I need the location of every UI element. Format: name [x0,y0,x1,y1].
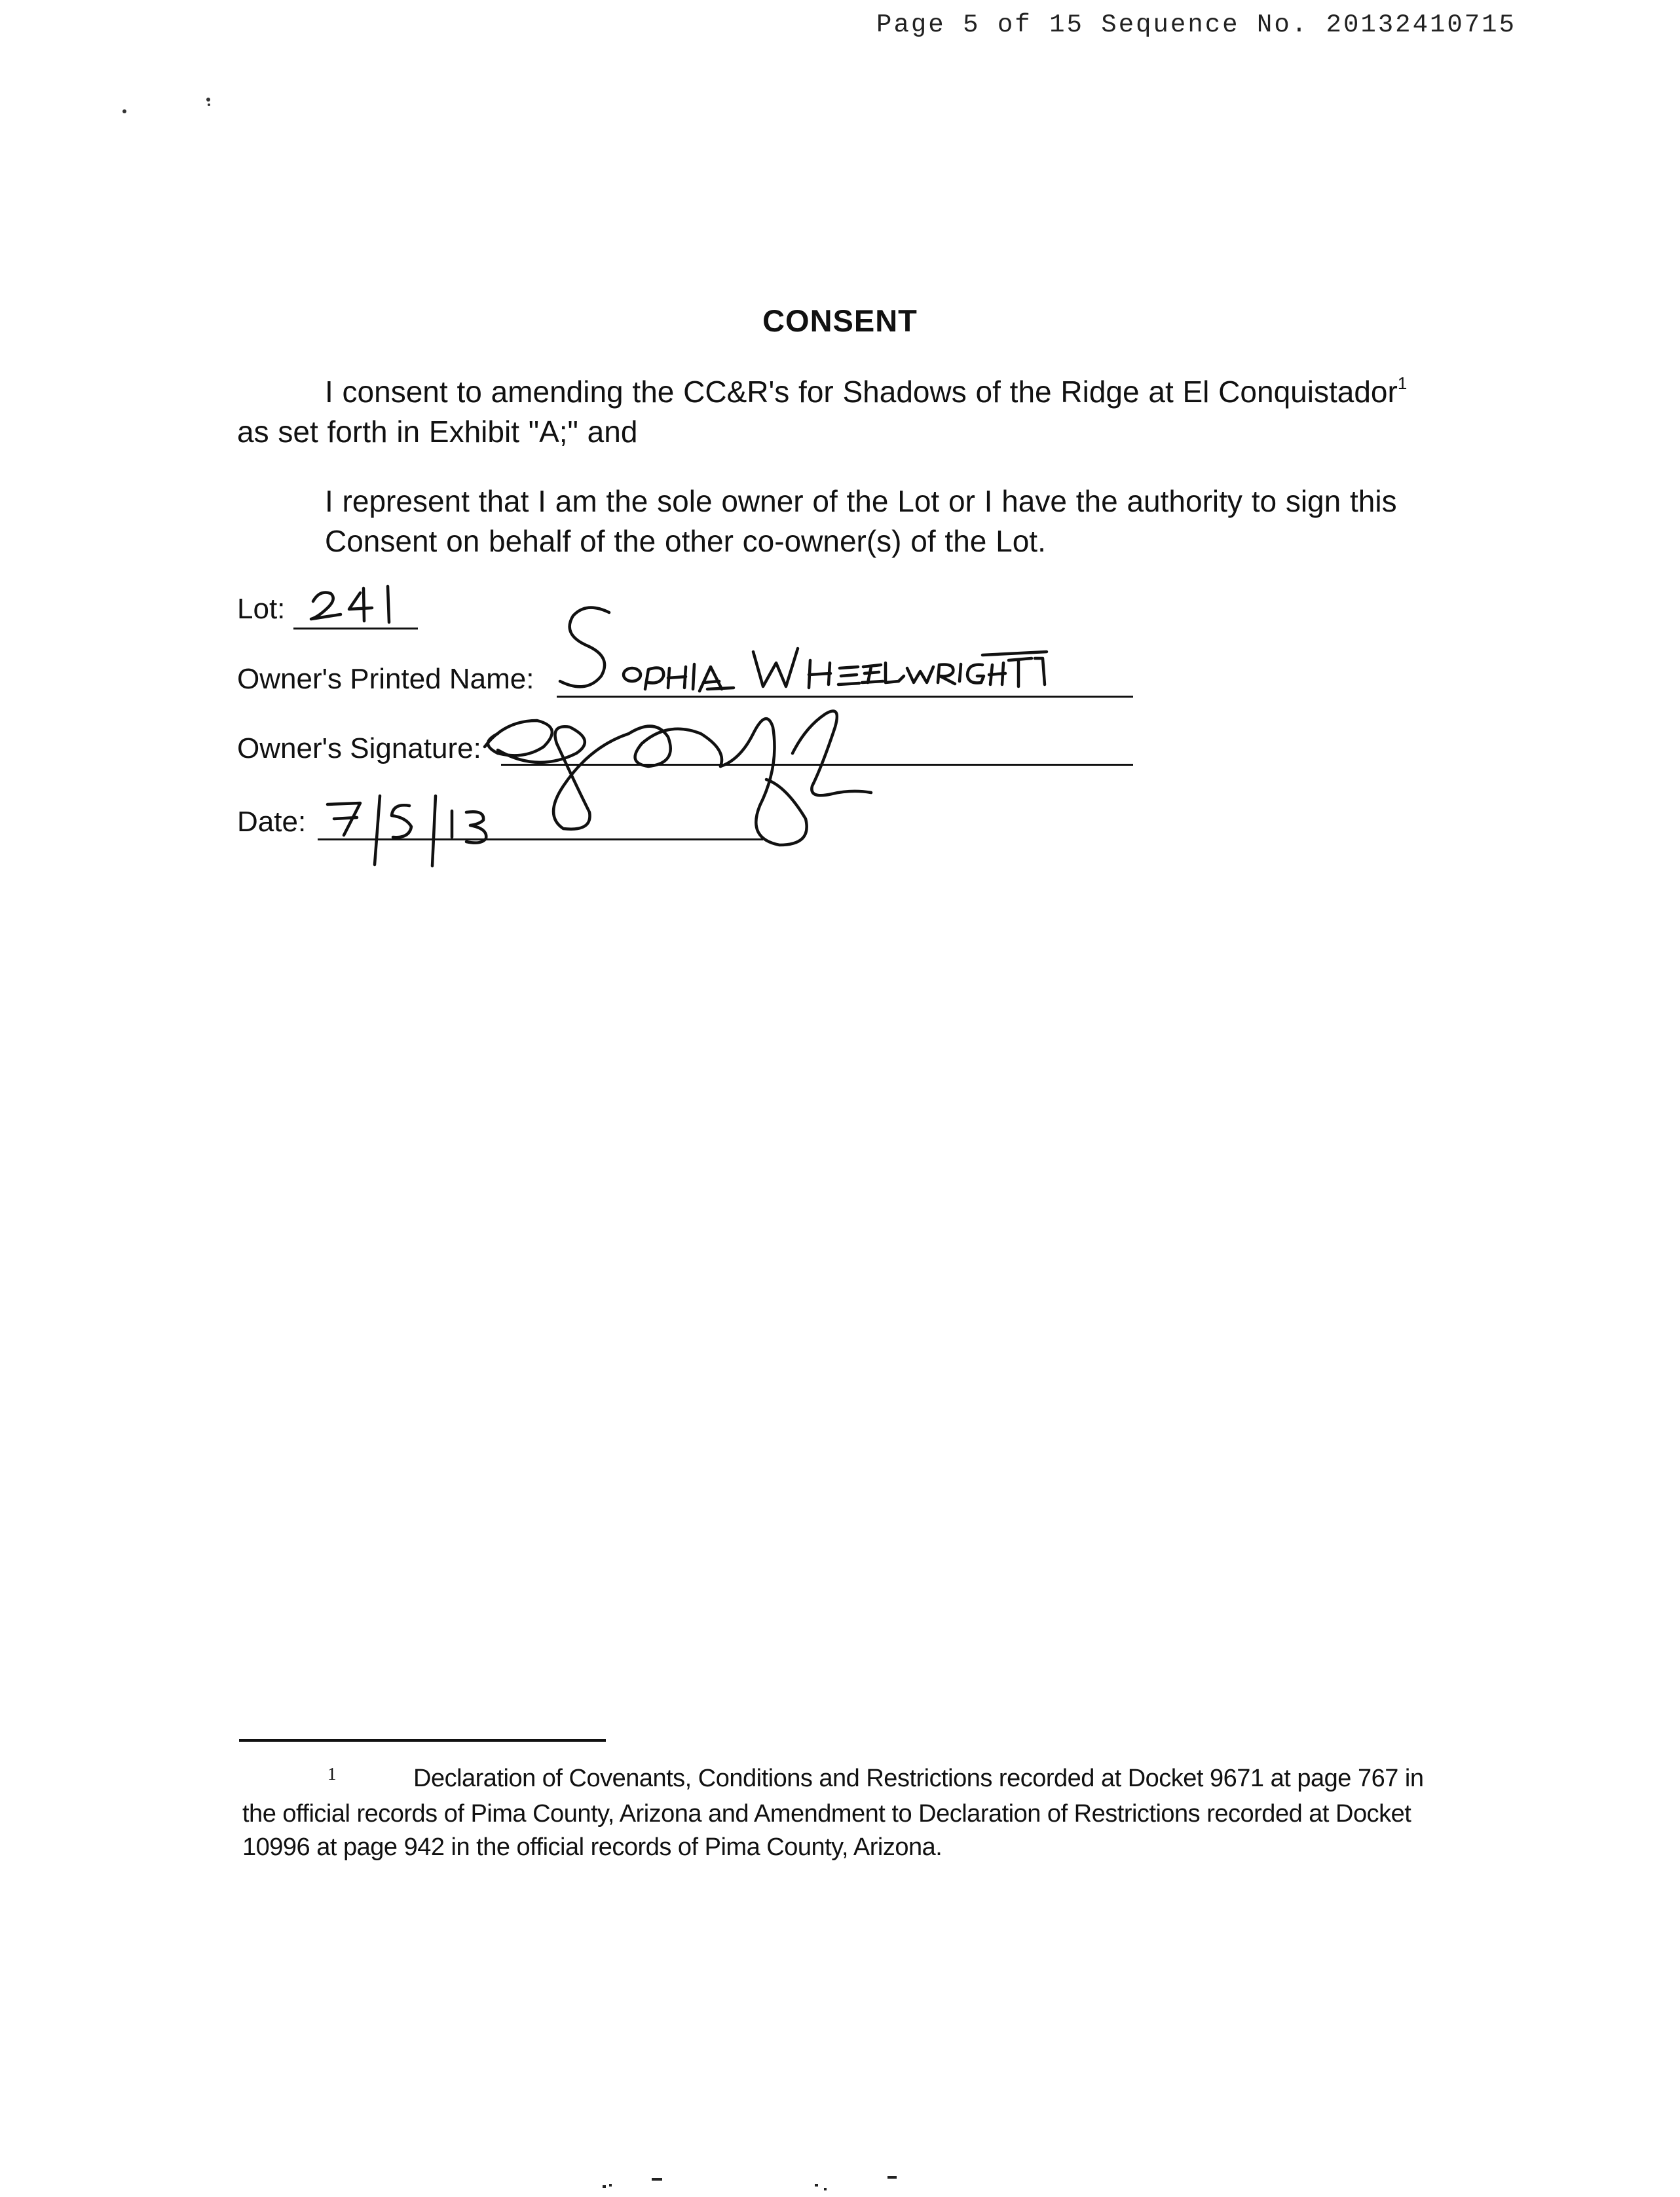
lot-label: Lot: [237,593,286,625]
signature-label: Owner's Signature: [237,732,481,764]
document-title: CONSENT [762,303,918,338]
consent-paragraph [237,372,1468,452]
page-header: Page 5 of 15 Sequence No. 20132410715 [876,10,1516,39]
date-line [318,838,763,840]
representation-paragraph [237,481,1468,561]
consent-continuation: as set forth in Exhibit "A;" and [237,415,638,449]
consent-text: I consent to amending the CC&R's for Shadows of the Ridge at El Conquistador [325,375,1398,409]
printed-name-label: Owner's Printed Name: [237,663,534,695]
lot-line [293,628,418,629]
representation-text: I represent that I am the sole owner of the Lot or I have the authority to sign this Consent on behalf of the other co-owner(s) of the Lot. [325,484,1397,558]
handwritten-printed-name [560,608,1047,691]
footnote [242,1762,1461,1864]
footnote-marker: 1 [327,1764,336,1784]
handwritten-date-value [327,796,486,866]
footnote-reference: 1 [1397,373,1408,393]
signature-scribble [485,711,871,846]
printed-name-line [557,696,1133,698]
footnote-text: Declaration of Covenants, Conditions and Restrictions recorded at Docket 9671 at page 767 in the official records of Pima County, Arizona and Amendment to Declaration of Restrictions recorded at Docket 10996 at page 942 in the official records of Pima County, Arizona. [242,1765,1424,1861]
date-label: Date: [237,806,307,838]
handwritten-lot-value [311,586,389,622]
signature-line [501,764,1133,766]
footnote-separator [239,1739,606,1742]
